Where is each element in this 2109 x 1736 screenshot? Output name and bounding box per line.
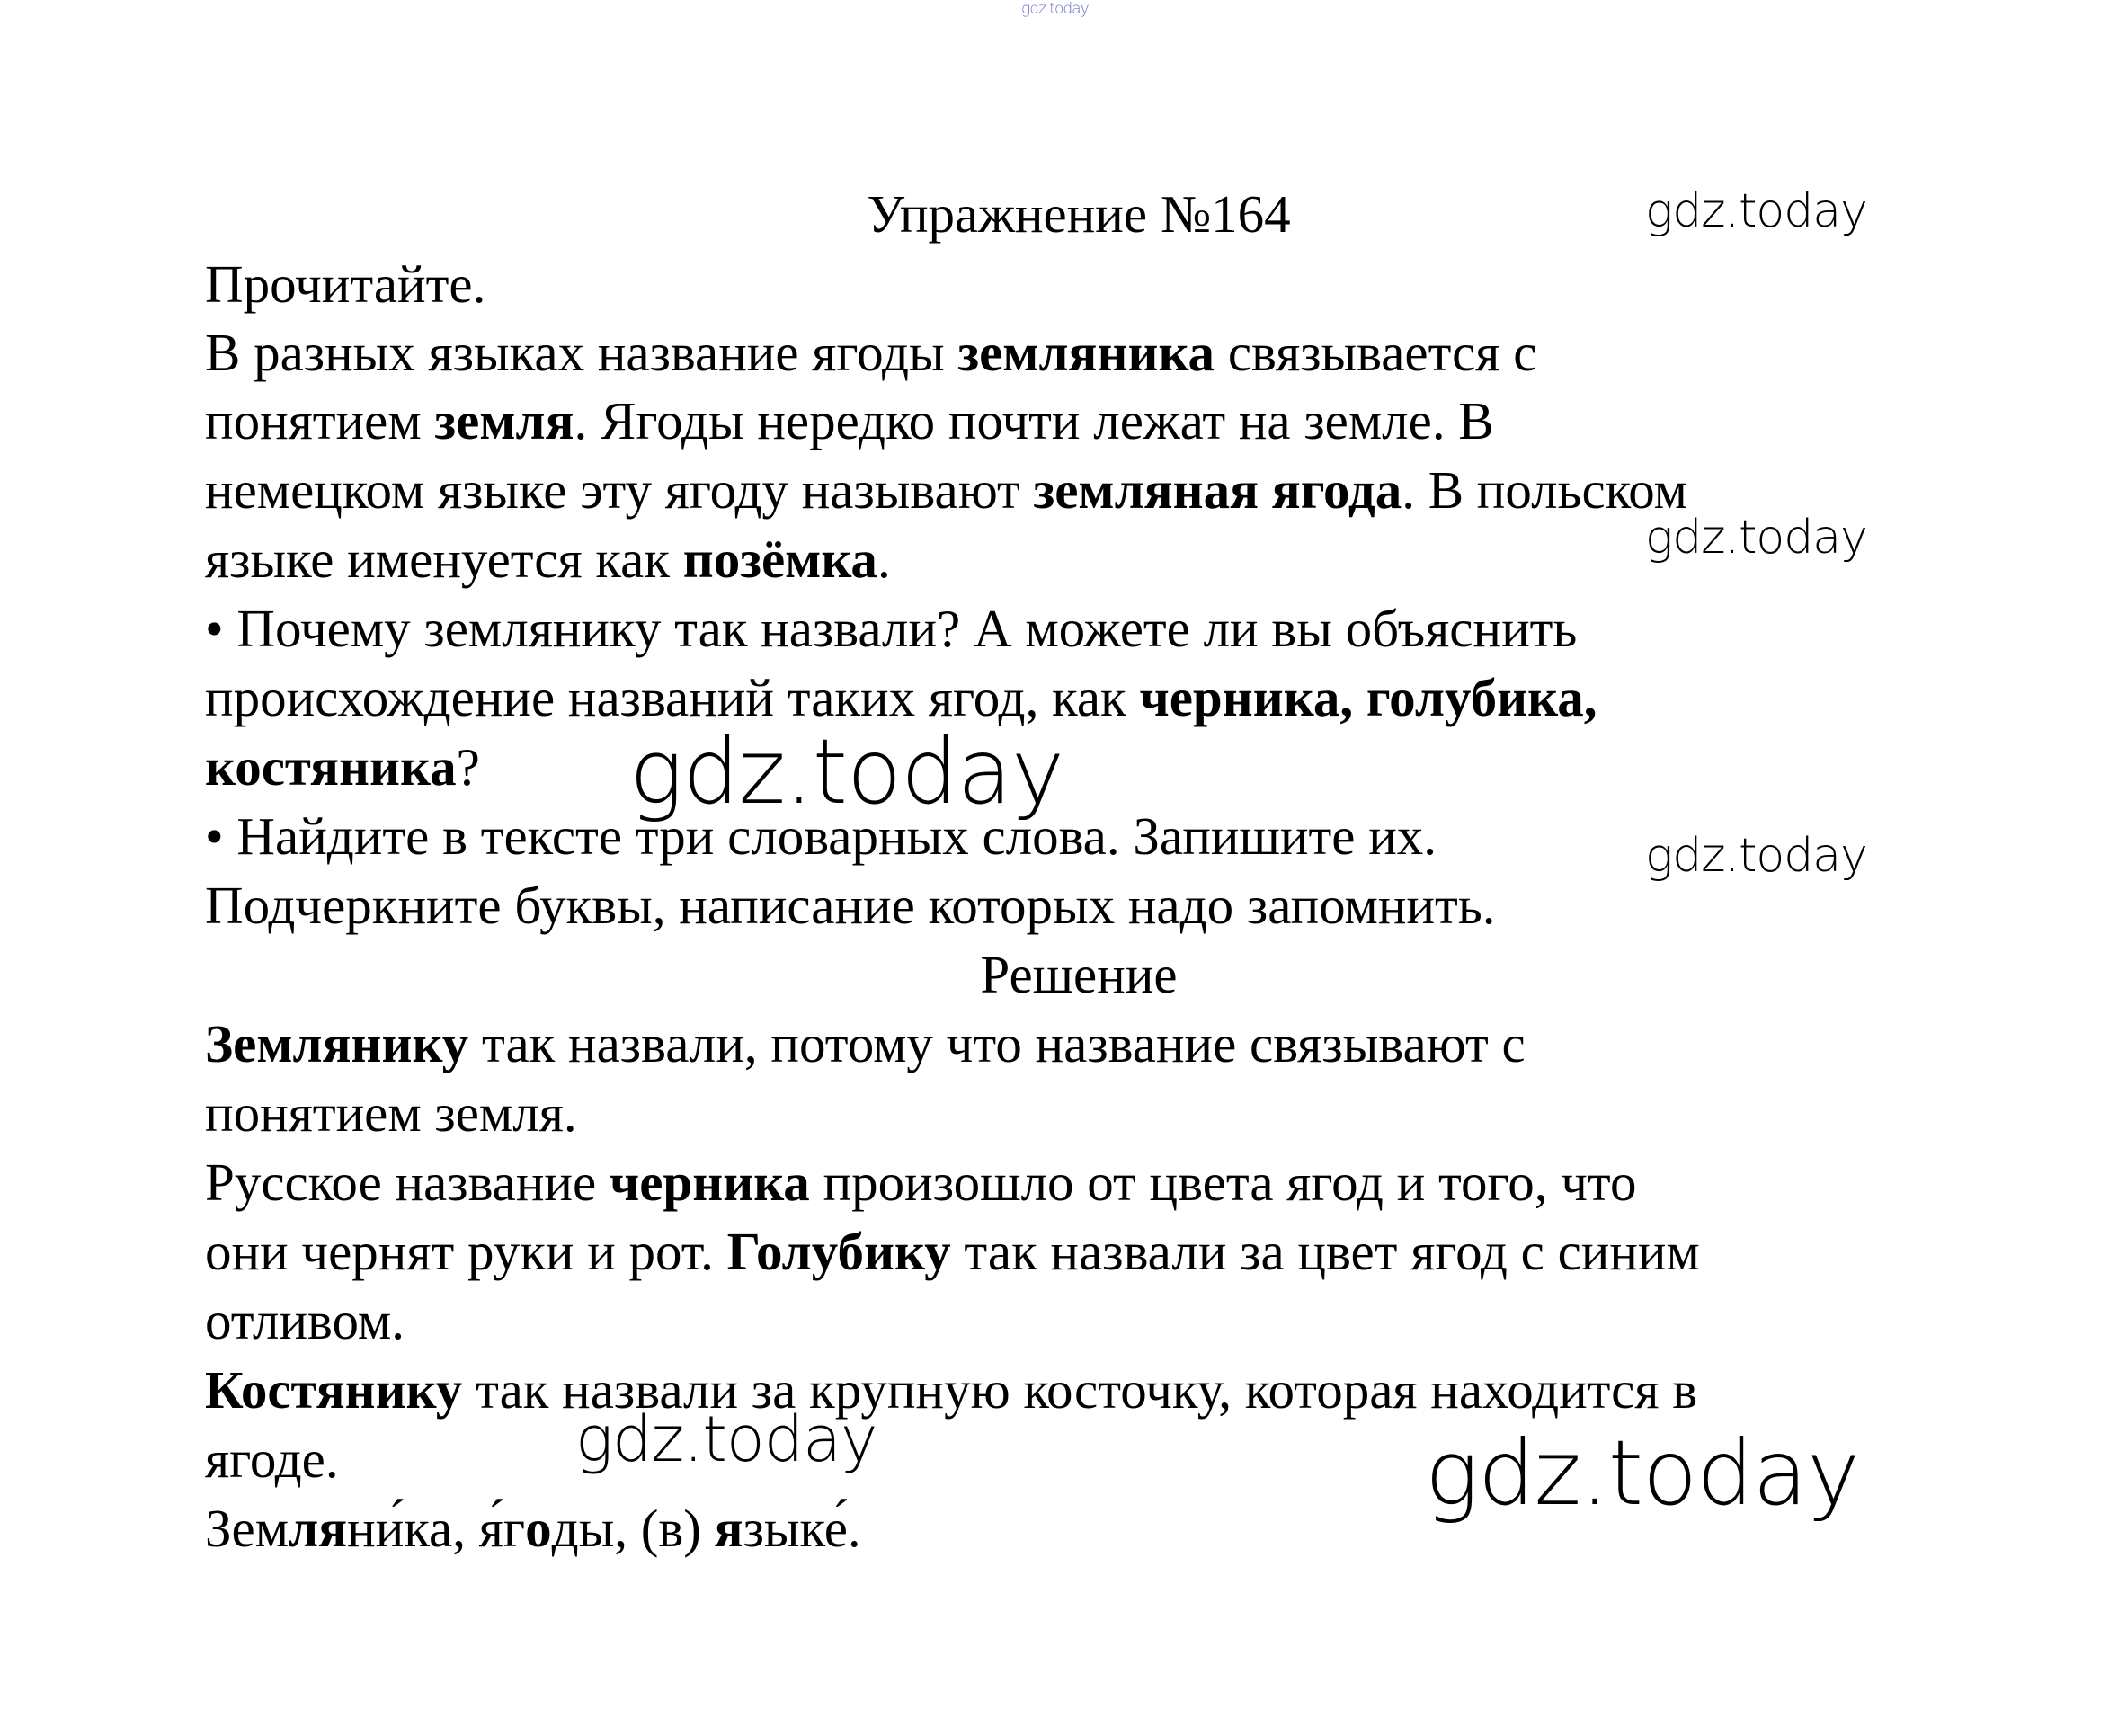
solution-p1-line-2: понятием земля. [205, 1083, 577, 1143]
exercise-text-line-3: немецком языке эту ягоду называют земляная ягода. В польском [205, 460, 1688, 520]
solution-p3-line-2: ягоде. [205, 1429, 339, 1489]
task-2-line-2: Подчеркните буквы, написание которых надо запомнить. [205, 876, 1496, 935]
solution-title: Решение [980, 945, 1178, 1004]
solution-words-line: Земляни́ка, я́годы, (в) языке́. [205, 1499, 861, 1558]
watermark-right-1: gdz.today [1645, 511, 1867, 565]
solution-p2-line-2: они чернят руки и рот. Голубику так назвали за цвет ягод с синим [205, 1222, 1700, 1281]
task-1-line-2: происхождение названий таких ягод, как черника, голубика, [205, 668, 1597, 727]
solution-p3-line-1: Костянику так назвали за крупную косточку, которая находится в [205, 1360, 1698, 1420]
watermark-bottom-left: gdz.today [575, 1402, 877, 1476]
watermark-top: gdz.today [1021, 0, 1089, 18]
task-2-line-1: • Найдите в тексте три словарных слова. Запишите их. [205, 806, 1437, 866]
exercise-text-line-4: языке именуется как позёмка. [205, 530, 891, 589]
exercise-instruction: Прочитайте. [205, 254, 486, 314]
exercise-title: Упражнение №164 [867, 184, 1291, 244]
solution-p1-line-1: Землянику так назвали, потому что название связывают с [205, 1014, 1526, 1073]
watermark-center-large: gdz.today [629, 719, 1064, 824]
task-1-line-1: • Почему землянику так назвали? А можете ли вы объяснить [205, 599, 1578, 658]
task-1-line-3: костяника? [205, 737, 480, 797]
watermark-header: gdz.today [1645, 184, 1867, 238]
watermark-right-2: gdz.today [1645, 829, 1867, 883]
exercise-text-line-1: В разных языках название ягоды земляника связывается с [205, 323, 1537, 382]
exercise-text-line-2: понятием земля. Ягоды нередко почти лежат на земле. В [205, 391, 1494, 450]
solution-p2-line-1: Русское название черника произошло от цвета ягод и того, что [205, 1153, 1637, 1212]
solution-p2-line-3: отливом. [205, 1291, 405, 1350]
watermark-bottom-right: gdz.today [1425, 1420, 1860, 1526]
